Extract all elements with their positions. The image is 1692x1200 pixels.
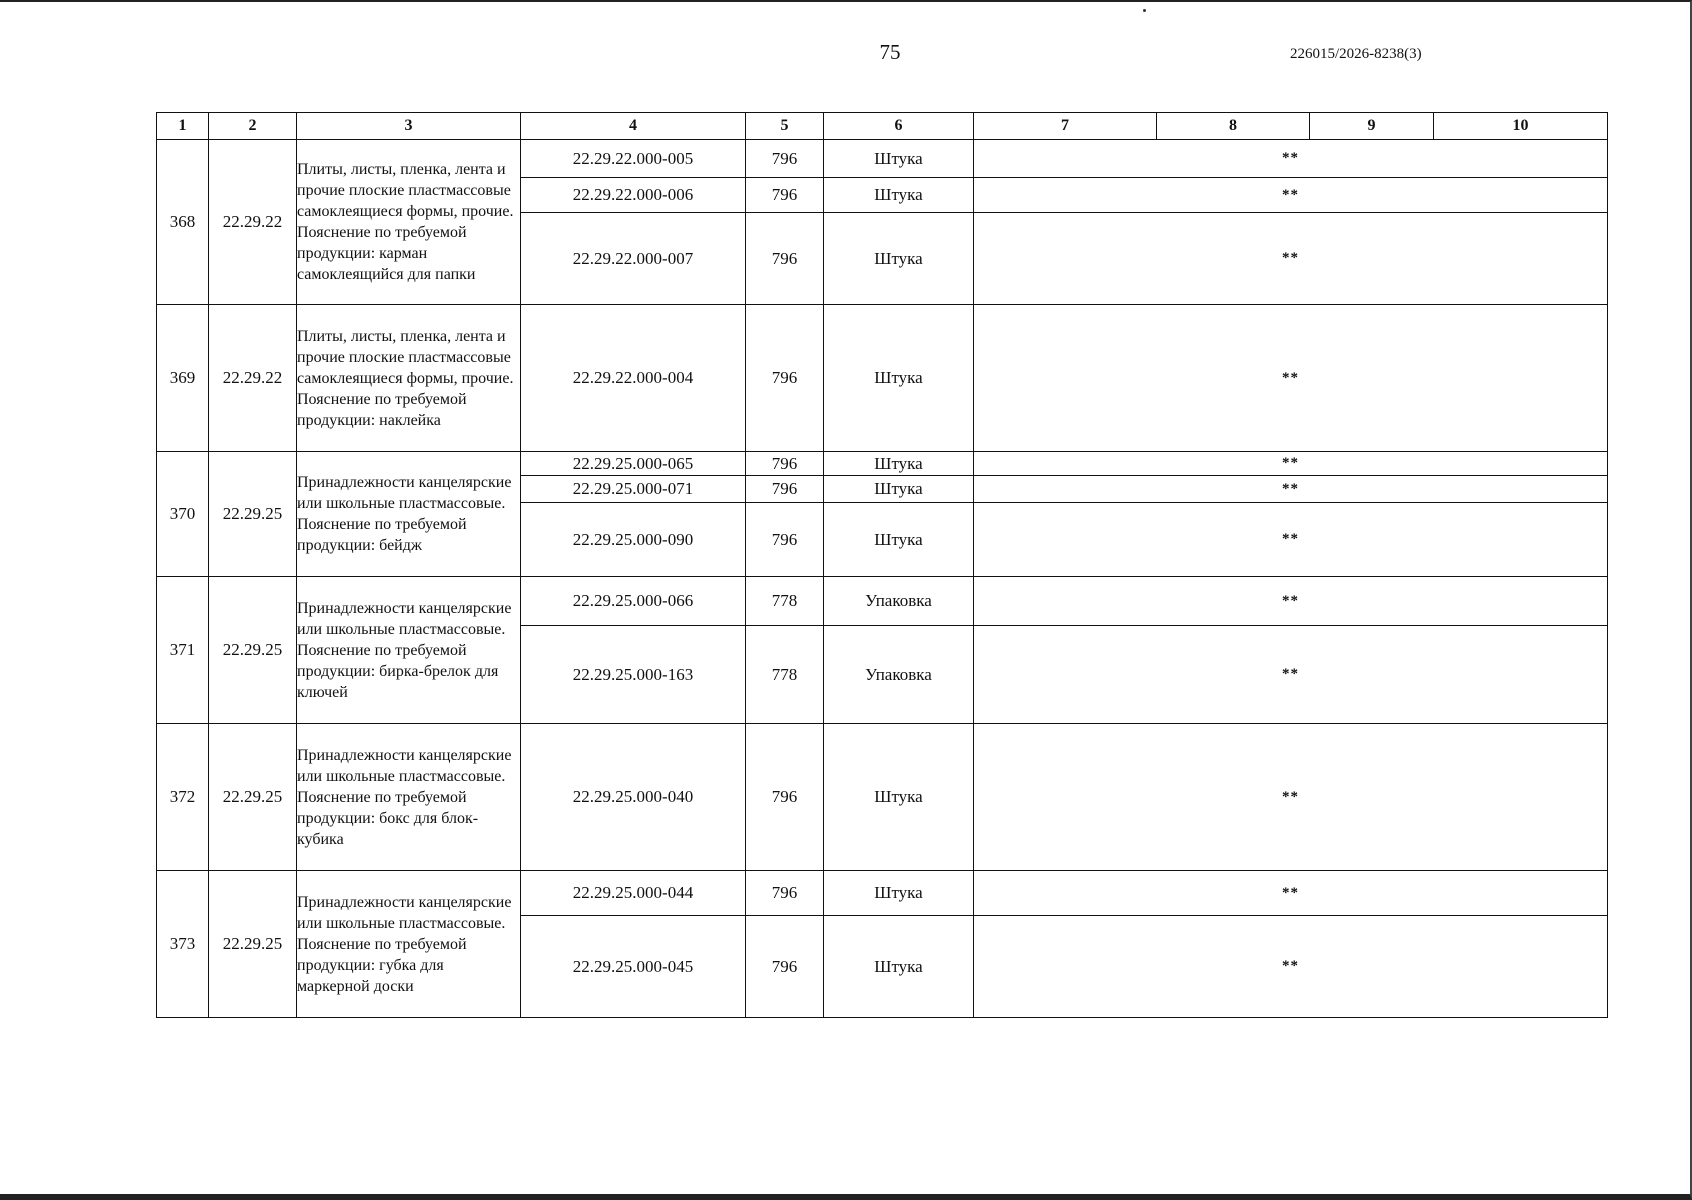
unit-name: Штука	[824, 724, 974, 871]
unit-name: Штука	[824, 213, 974, 305]
product-description: Принадлежности канцелярские или школьные пластмассовые. Пояснение по требуемой продукции: бокс для блок-кубика	[297, 724, 521, 871]
note-cell: **	[974, 626, 1608, 724]
note-cell: **	[974, 476, 1608, 503]
okei-code: 796	[746, 724, 824, 871]
unit-name: Упаковка	[824, 577, 974, 626]
column-header: 8	[1157, 113, 1310, 140]
okpd-code: 22.29.25	[209, 871, 297, 1018]
unit-name: Штука	[824, 916, 974, 1018]
okei-code: 778	[746, 577, 824, 626]
ktru-code: 22.29.25.000-071	[521, 476, 746, 503]
unit-name: Штука	[824, 503, 974, 577]
product-description: Принадлежности канцелярские или школьные пластмассовые. Пояснение по требуемой продукции: бирка-брелок для ключей	[297, 577, 521, 724]
note-cell: **	[974, 916, 1608, 1018]
ktru-code: 22.29.25.000-065	[521, 452, 746, 476]
unit-name: Штука	[824, 140, 974, 178]
column-header: 6	[824, 113, 974, 140]
ktru-code: 22.29.25.000-163	[521, 626, 746, 724]
okei-code: 778	[746, 626, 824, 724]
unit-name: Штука	[824, 178, 974, 213]
note-cell: **	[974, 452, 1608, 476]
column-header: 4	[521, 113, 746, 140]
table-row	[157, 452, 1608, 476]
table-row	[157, 140, 1608, 178]
column-header: 7	[974, 113, 1157, 140]
ktru-code: 22.29.22.000-005	[521, 140, 746, 178]
okei-code: 796	[746, 452, 824, 476]
note-cell: **	[974, 305, 1608, 452]
ktru-code: 22.29.25.000-066	[521, 577, 746, 626]
product-description: Плиты, листы, пленка, лента и прочие плоские пластмассовые самоклеящиеся формы, прочие. Пояснение по требуемой продукции: наклейка	[297, 305, 521, 452]
table-row	[157, 305, 1608, 452]
row-number: 373	[157, 871, 209, 1018]
okei-code: 796	[746, 213, 824, 305]
unit-name: Штука	[824, 476, 974, 503]
table-row	[157, 724, 1608, 871]
note-cell: **	[974, 213, 1608, 305]
ktru-code: 22.29.25.000-040	[521, 724, 746, 871]
okei-code: 796	[746, 305, 824, 452]
note-cell: **	[974, 140, 1608, 178]
ktru-code: 22.29.22.000-004	[521, 305, 746, 452]
okei-code: 796	[746, 503, 824, 577]
scan-speck	[1143, 9, 1146, 12]
okpd-code: 22.29.22	[209, 140, 297, 305]
okpd-code: 22.29.22	[209, 305, 297, 452]
products-table	[156, 112, 1608, 1018]
column-header: 3	[297, 113, 521, 140]
table-row	[157, 577, 1608, 626]
okei-code: 796	[746, 871, 824, 916]
header-row	[157, 113, 1608, 140]
okei-code: 796	[746, 140, 824, 178]
row-number: 372	[157, 724, 209, 871]
row-number: 370	[157, 452, 209, 577]
ktru-code: 22.29.25.000-044	[521, 871, 746, 916]
okei-code: 796	[746, 178, 824, 213]
okei-code: 796	[746, 916, 824, 1018]
okpd-code: 22.29.25	[209, 724, 297, 871]
page-number: 75	[879, 40, 901, 64]
note-cell: **	[974, 724, 1608, 871]
unit-name: Штука	[824, 305, 974, 452]
ktru-code: 22.29.25.000-090	[521, 503, 746, 577]
okpd-code: 22.29.25	[209, 452, 297, 577]
product-description: Принадлежности канцелярские или школьные пластмассовые. Пояснение по требуемой продукции: губка для маркерной доски	[297, 871, 521, 1018]
row-number: 371	[157, 577, 209, 724]
unit-name: Упаковка	[824, 626, 974, 724]
row-number: 369	[157, 305, 209, 452]
row-number: 368	[157, 140, 209, 305]
note-cell: **	[974, 577, 1608, 626]
okpd-code: 22.29.25	[209, 577, 297, 724]
column-header: 2	[209, 113, 297, 140]
ktru-code: 22.29.22.000-007	[521, 213, 746, 305]
ktru-code: 22.29.25.000-045	[521, 916, 746, 1018]
note-cell: **	[974, 178, 1608, 213]
column-header: 9	[1310, 113, 1434, 140]
note-cell: **	[974, 503, 1608, 577]
note-cell: **	[974, 871, 1608, 916]
unit-name: Штука	[824, 452, 974, 476]
product-description: Принадлежности канцелярские или школьные пластмассовые. Пояснение по требуемой продукции: бейдж	[297, 452, 521, 577]
unit-name: Штука	[824, 871, 974, 916]
product-description: Плиты, листы, пленка, лента и прочие плоские пластмассовые самоклеящиеся формы, прочие. Пояснение по требуемой продукции: карман самоклеящийся для папки	[297, 140, 521, 305]
document-id: 226015/2026-8238(3)	[1290, 46, 1422, 62]
table-row	[157, 871, 1608, 916]
okei-code: 796	[746, 476, 824, 503]
column-header: 10	[1434, 113, 1608, 140]
column-header: 1	[157, 113, 209, 140]
ktru-code: 22.29.22.000-006	[521, 178, 746, 213]
column-header: 5	[746, 113, 824, 140]
